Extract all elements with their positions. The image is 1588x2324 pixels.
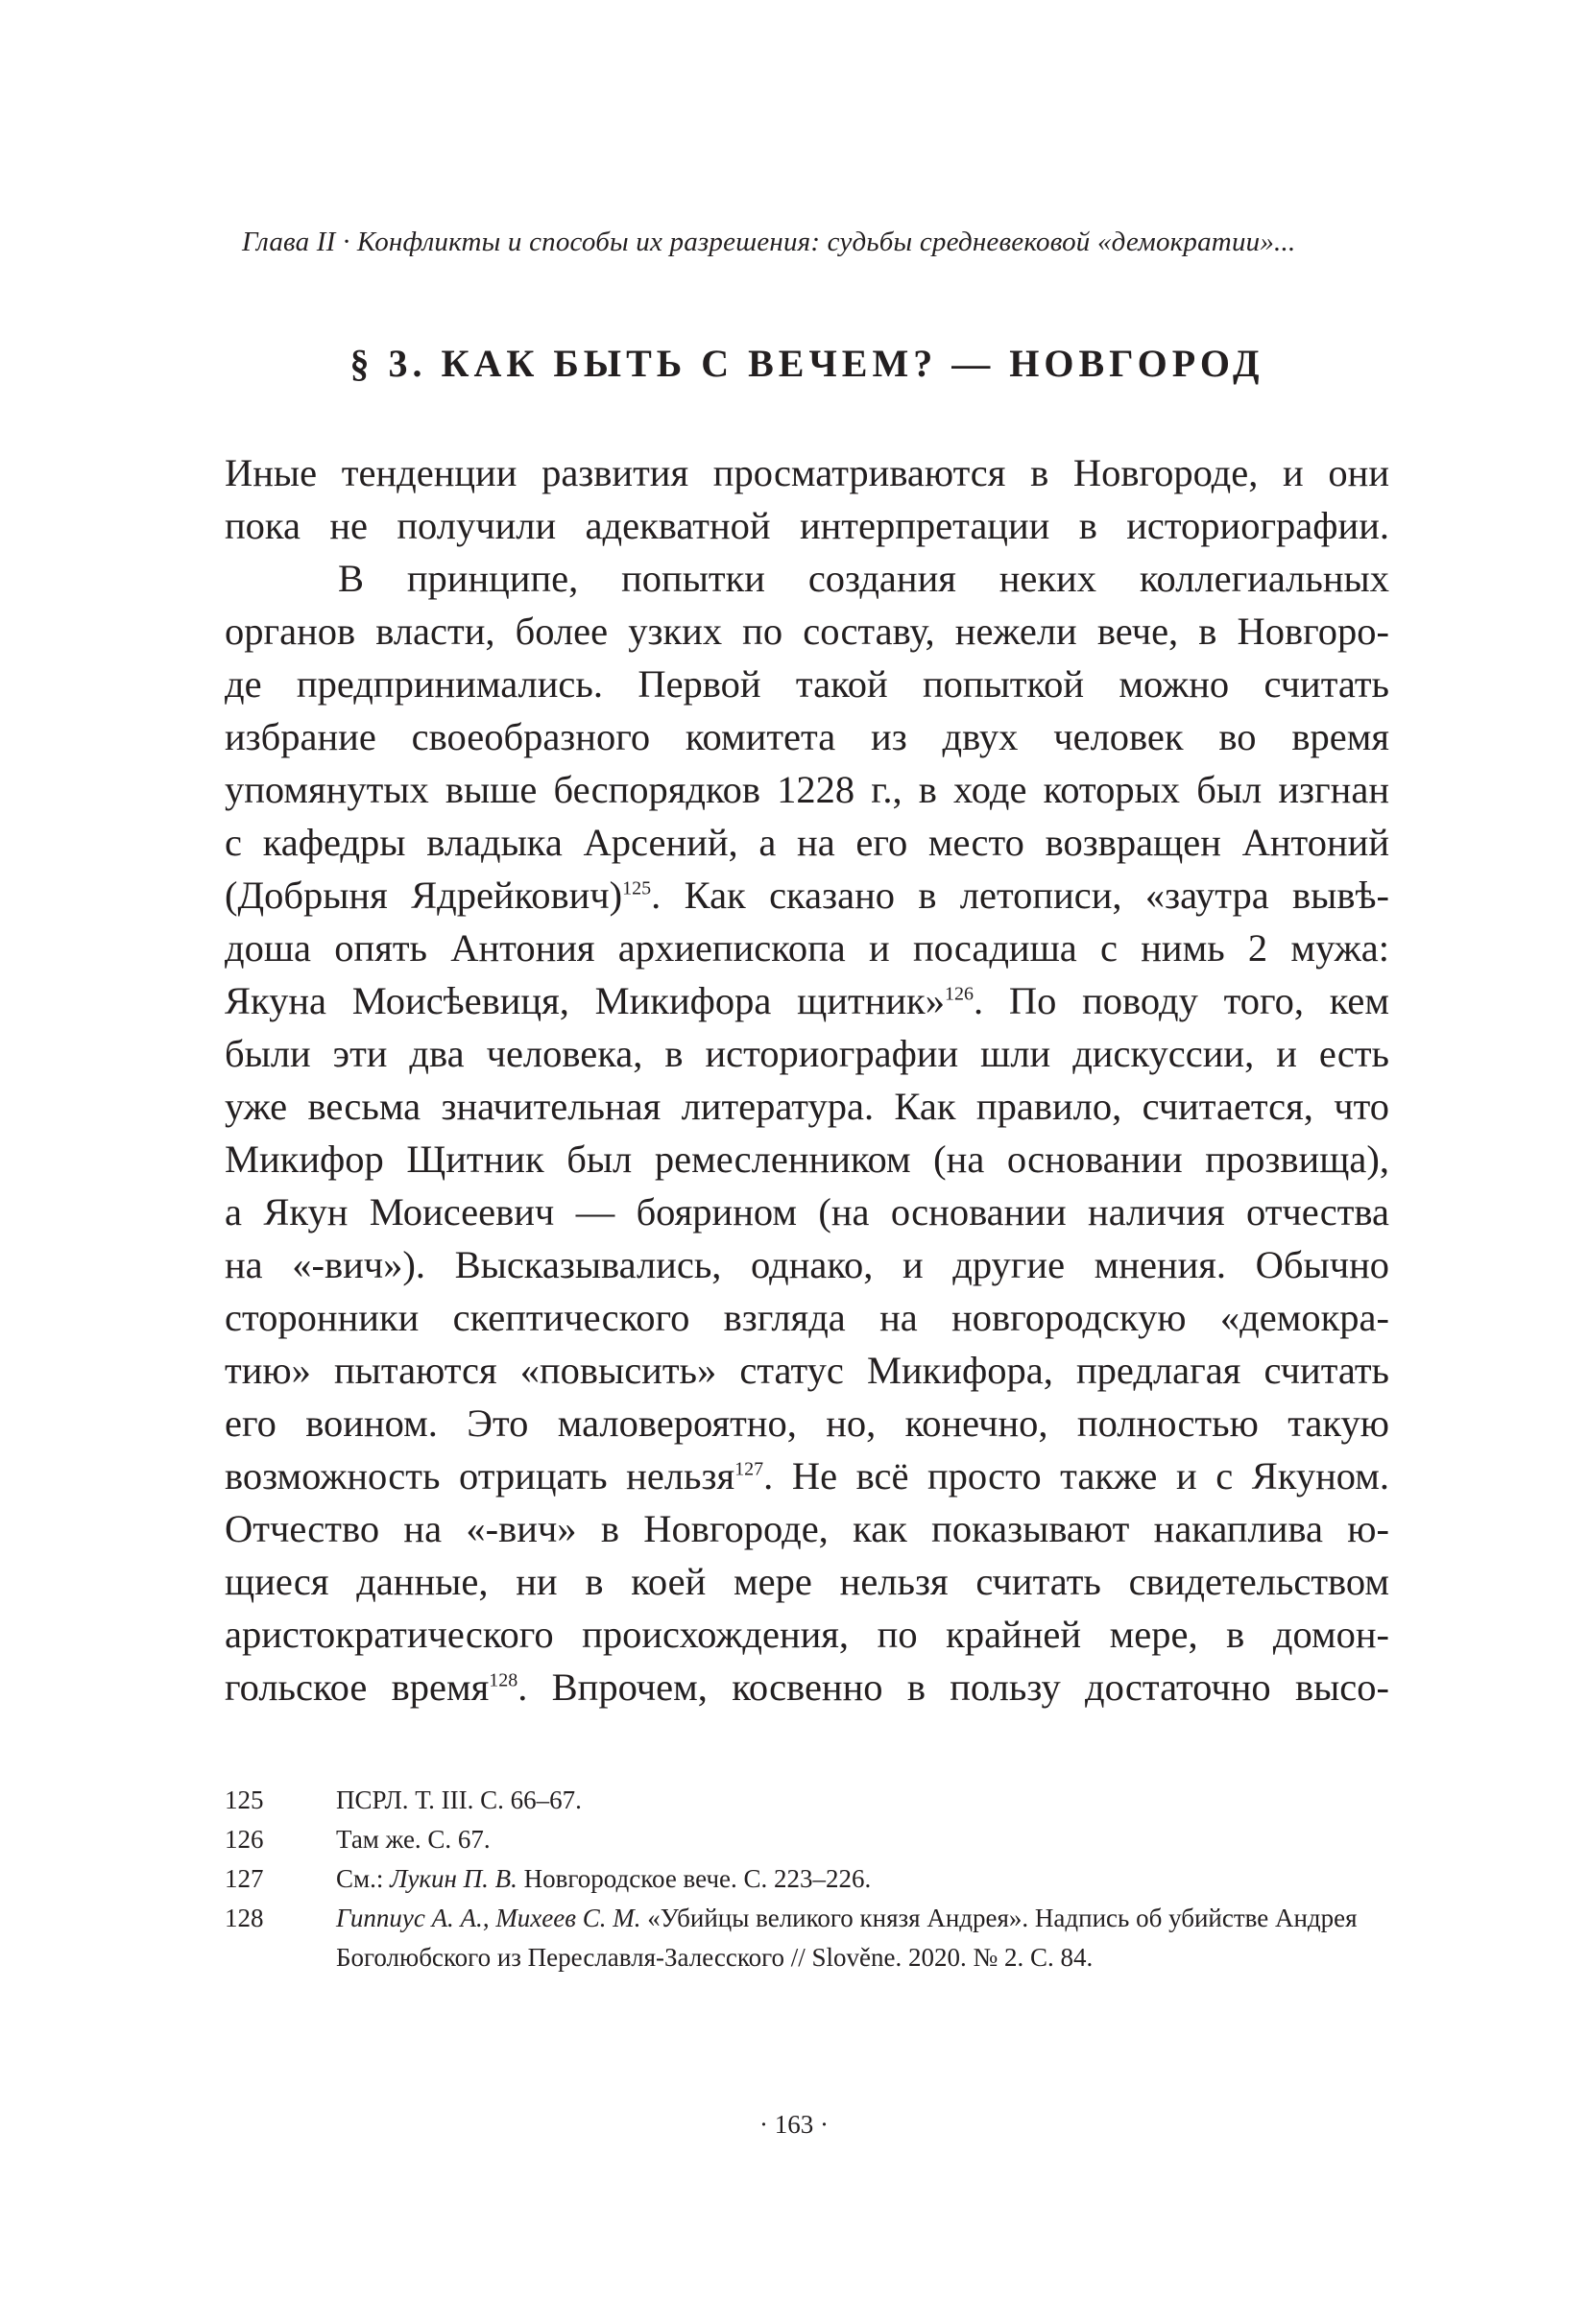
text-segment: на «-вич»). Высказывались, однако, и другие мнения. Обычно	[225, 1243, 1389, 1286]
text-line	[225, 1555, 1389, 1608]
text-segment: с кафедры владыка Арсений, а на его место возвращен Антоний	[225, 821, 1389, 864]
text-segment: Михеев С. М.	[495, 1904, 641, 1932]
text-segment: . Впрочем, косвенно в пользу достаточно высо-	[517, 1665, 1390, 1709]
text-line	[225, 1397, 1389, 1450]
text-segment: щиеся данные, ни в коей мере нельзя считать свидетельством	[225, 1560, 1389, 1603]
text-segment: . Не всё просто также и с Якуном.	[763, 1454, 1390, 1497]
text-line	[225, 1502, 1389, 1555]
text-segment: де предпринимались. Первой такой попыткой можно считать	[225, 662, 1389, 706]
text-line	[225, 1344, 1389, 1397]
text-segment: уже весьма значительная литература. Как правило, считается, что	[225, 1085, 1389, 1128]
text-segment: . Как сказано в летописи, «заутра вывѣ-	[651, 874, 1389, 917]
text-segment: ,	[482, 1904, 496, 1932]
footnote	[225, 1781, 1389, 1820]
text-segment: . По поводу того, кем	[973, 979, 1389, 1022]
footnote-number: 128	[225, 1904, 264, 1932]
footnote-ref[interactable]: 125	[622, 877, 652, 899]
footnote-text	[336, 1781, 1389, 1820]
page-number: · 163 ·	[759, 2110, 829, 2139]
text-segment: ПСРЛ. Т. III. С. 66–67.	[336, 1785, 582, 1814]
text-segment: аристократического происхождения, по крайней мере, в домон-	[225, 1613, 1389, 1656]
text-line	[225, 499, 1389, 552]
footnote-number: 126	[225, 1825, 264, 1854]
text-segment: (Добрыня Ядрейкович)	[225, 874, 623, 917]
footnote	[225, 1820, 1389, 1859]
text-segment: а Якун Моисеевич — боярином (на основании наличия отчества	[225, 1190, 1389, 1234]
text-line	[225, 552, 1389, 605]
text-line	[225, 710, 1389, 763]
text-segment: Лукин П. В.	[390, 1864, 517, 1893]
text-segment: Якуна Моисѣевиця, Микифора щитник»	[225, 979, 945, 1022]
text-segment: избрание своеобразного комитета из двух человек во время	[225, 715, 1389, 758]
text-line	[225, 869, 1389, 922]
footnote	[225, 1899, 1389, 1977]
text-segment: гольское время	[225, 1665, 490, 1709]
footnote-number: 125	[225, 1785, 264, 1814]
text-line	[225, 1608, 1389, 1661]
footnote-text	[336, 1820, 1389, 1859]
text-segment: Отчество на «-вич» в Новгороде, как показывают накаплива ю-	[225, 1507, 1389, 1550]
text-line	[225, 605, 1389, 658]
text-segment: В принципе, попытки создания неких коллегиальных	[338, 557, 1389, 600]
text-line	[225, 763, 1389, 816]
text-segment: Там же. С. 67.	[336, 1825, 491, 1854]
text-line	[225, 1661, 1389, 1713]
footnote-ref[interactable]: 127	[734, 1458, 764, 1480]
footnote-text	[336, 1859, 1389, 1899]
running-header: Глава II · Конфликты и способы их разрешения: судьбы средневековой «демократии»...	[242, 227, 1296, 257]
section-heading: § 3. КАК БЫТЬ С ВЕЧЕМ? — НОВГОРОД	[349, 342, 1264, 385]
text-segment: были эти два человека, в историографии шли дискуссии, и есть	[225, 1032, 1389, 1075]
text-line	[225, 1080, 1389, 1133]
footnote-text	[336, 1899, 1389, 1977]
footnotes	[225, 1781, 1389, 1977]
footnote-number: 127	[225, 1864, 264, 1893]
text-segment: пока не получили адекватной интерпретации в историографии.	[225, 504, 1389, 547]
footnote-ref[interactable]: 128	[489, 1669, 518, 1691]
text-segment: Новгородское вече. С. 223–226.	[517, 1864, 872, 1893]
text-line	[225, 974, 1389, 1027]
text-line	[225, 1027, 1389, 1080]
text-segment: органов власти, более узких по составу, нежели вече, в Новгоро-	[225, 610, 1389, 653]
text-line	[225, 1133, 1389, 1186]
text-segment: возможность отрицать нельзя	[225, 1454, 735, 1497]
body-text	[225, 446, 1389, 1713]
text-line	[225, 446, 1389, 499]
text-line	[225, 816, 1389, 869]
text-line	[225, 658, 1389, 710]
text-segment: Иные тенденции развития просматриваются в Новгороде, и они	[225, 451, 1389, 494]
footnote	[225, 1859, 1389, 1899]
text-line	[225, 1238, 1389, 1291]
text-segment: доша опять Антония архиепископа и посадиша с нимь 2 мужа:	[225, 926, 1389, 970]
text-segment: См.:	[336, 1864, 391, 1893]
text-segment: Микифор Щитник был ремесленником (на основании прозвища),	[225, 1138, 1389, 1181]
footnote-ref[interactable]: 126	[944, 983, 974, 1005]
text-line	[225, 1291, 1389, 1344]
text-line	[225, 1186, 1389, 1238]
text-segment: сторонники скептического взгляда на новгородскую «демокра-	[225, 1296, 1389, 1339]
text-line	[225, 1450, 1389, 1502]
text-segment: упомянутых выше беспорядков 1228 г., в ходе которых был изгнан	[225, 768, 1389, 811]
text-segment: тию» пытаются «повысить» статус Микифора, предлагая считать	[225, 1349, 1389, 1392]
text-segment: его воином. Это маловероятно, но, конечно, полностью такую	[225, 1402, 1389, 1445]
text-segment: Гиппиус А. А.	[336, 1904, 483, 1932]
text-segment: «Убийцы великого князя Андрея». Надпись об убийстве Андрея Боголюбского из Переславля-Залесского // Slověne. 2020. № 2. С. 84.	[336, 1904, 1358, 1972]
text-line	[225, 922, 1389, 974]
